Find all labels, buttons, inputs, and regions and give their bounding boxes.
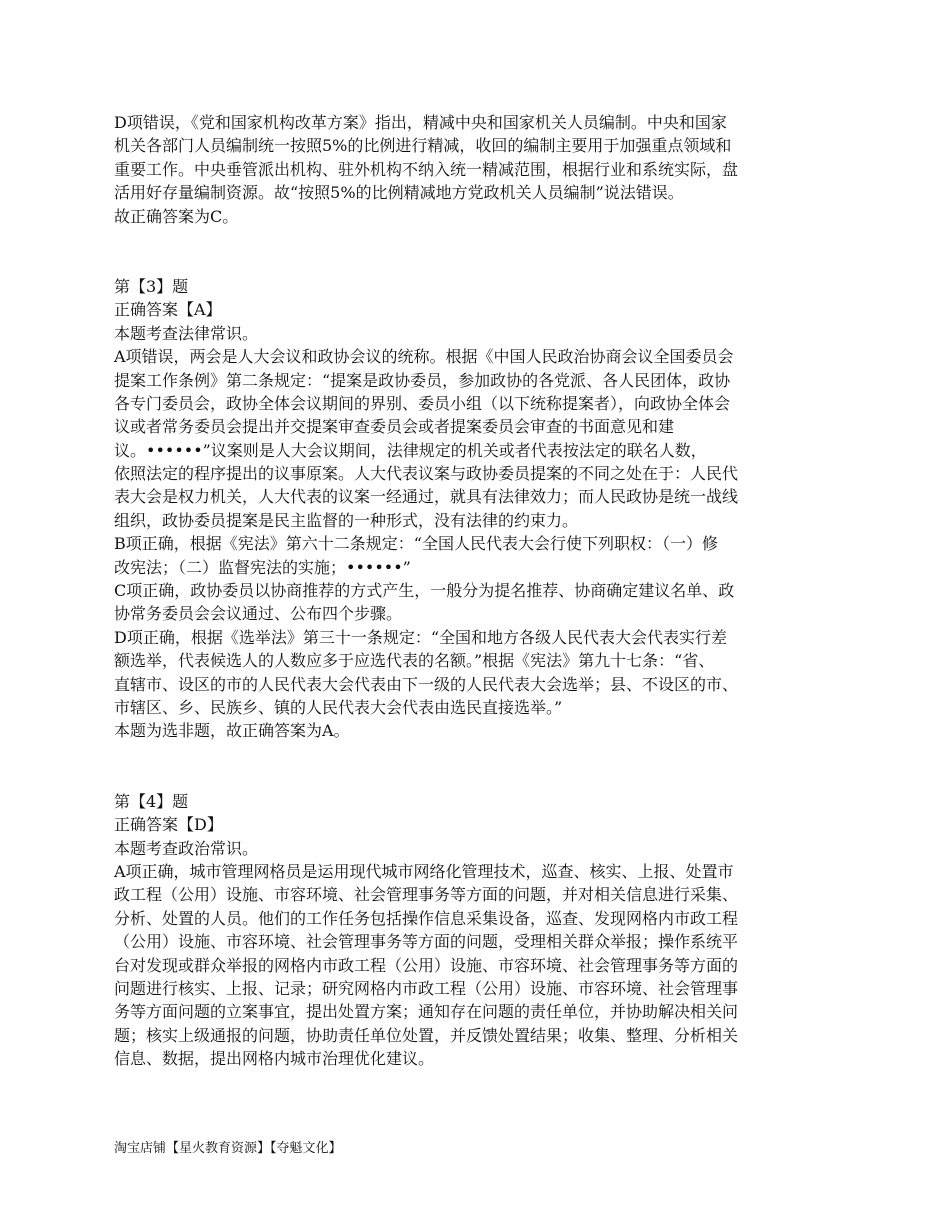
text-line: 表大会是权力机关，人大代表的议案一经通过，就具有法律效力；而人民政协是统一战线 [114,487,739,507]
text-line: 改宪法；（二）监督宪法的实施；••••••” [114,557,411,577]
text-line: 各专门委员会，政协全体会议期间的界别、委员小组（以下统称提案者），向政协全体会 [114,393,731,413]
text-line: 政工程（公用）设施、市容环境、社会管理事务等方面的问题，并对相关信息进行采集、 [114,885,739,905]
text-line: C项正确，政协委员以协商推荐的方式产生，一般分为提名推荐、协商确定建议名单、政 [114,581,735,601]
section-gap [114,228,850,275]
topic-line: 本题考查法律常识。 [114,323,259,343]
text-line: 问题进行核实、上报、记录；研究网格内市政工程（公用）设施、市容环境、社会管理事 [114,978,739,998]
topic-line: 本题考查政治常识。 [114,838,259,858]
page-footer: 淘宝店铺【星火教育资源】【夺魁文化】 [114,1141,342,1156]
text-line: 议。••••••”议案则是人大会议期间，法律规定的机关或者代表按法定的联名人数， [114,440,707,460]
text-line: 议或者常务委员会提出并交提案审查委员会或者提案委员会审查的书面意见和建 [114,417,675,437]
text-line: 题；核实上级通报的问题，协助责任单位处置，并反馈处置结果；收集、整理、分析相关 [114,1025,739,1045]
text-line: 机关各部门人员编制统一按照5%的比例进行精减，收回的编制主要用于加强重点领域和 [114,136,732,156]
text-line: 台对发现或群众举报的网格内市政工程（公用）设施、市容环境、社会管理事务等方面的 [114,955,739,975]
text-line: 协常务委员会会议通过、公布四个步骤。 [114,604,403,624]
text-line: 信息、数据，提出网格内城市治理优化建议。 [114,1049,435,1069]
text-line: 故正确答案为C。 [114,206,239,226]
text-line: 依照法定的程序提出的议事原案。人大代表议案与政协委员提案的不同之处在于：人民代 [114,464,739,484]
text-line: A项正确，城市管理网格员是运用现代城市网络化管理技术，巡查、核实、上报、处置市 [114,861,734,881]
text-line: 分析、处置的人员。他们的工作任务包括操作信息采集设备，巡查、发现网格内市政工程 [114,908,739,928]
section-gap [114,743,850,790]
document-page [114,111,850,1070]
question-4-section [114,790,850,1071]
text-line: 活用好存量编制资源。故“按照5%的比例精减地方党政机关人员编制”说法错误。 [114,183,684,203]
text-line: （公用）设施、市容环境、社会管理事务等方面的问题，受理相关群众举报；操作系统平 [114,932,739,952]
text-line: 重要工作。中央垂管派出机构、驻外机构不纳入统一精减范围，根据行业和系统实际，盘 [114,159,739,179]
text-line: B项正确，根据《宪法》第六十二条规定：“全国人民代表大会行使下列职权：（一）修 [114,534,718,554]
answer-2-explanation-tail [114,111,850,228]
text-line: 务等方面问题的立案事宜，提出处置方案；通知存在问题的责任单位，并协助解决相关问 [114,1002,739,1022]
conclusion-line: 本题为选非题，故正确答案为A。 [114,721,350,741]
question-number: 第【4】题 [114,791,189,811]
correct-answer: 正确答案【A】 [114,300,222,320]
question-number: 第【3】题 [114,276,189,296]
text-line: 提案工作条例》第二条规定：“提案是政协委员，参加政协的各党派、各人民团体，政协 [114,370,731,390]
text-line: 市辖区、乡、民族乡、镇的人民代表大会代表由选民直接选举。” [114,697,563,717]
text-line: 直辖市、设区的市的人民代表大会代表由下一级的人民代表大会选举；县、不设区的市、 [114,674,739,694]
text-line: 组织，政协委员提案是民主监督的一种形式，没有法律的约束力。 [114,510,579,530]
text-line: 额选举，代表候选人的人数应多于应选代表的名额。”根据《宪法》第九十七条：“省、 [114,651,715,671]
text-line: A项错误，两会是人大会议和政协会议的统称。根据《中国人民政治协商会议全国委员会 [114,347,734,367]
text-line: D项正确，根据《选举法》第三十一条规定：“全国和地方各级人民代表大会代表实行差 [114,627,728,647]
question-3-section [114,275,850,743]
text-line: D项错误，《党和国家机构改革方案》指出，精减中央和国家机关人员编制。中央和国家 [114,113,727,132]
correct-answer: 正确答案【D】 [114,815,223,835]
